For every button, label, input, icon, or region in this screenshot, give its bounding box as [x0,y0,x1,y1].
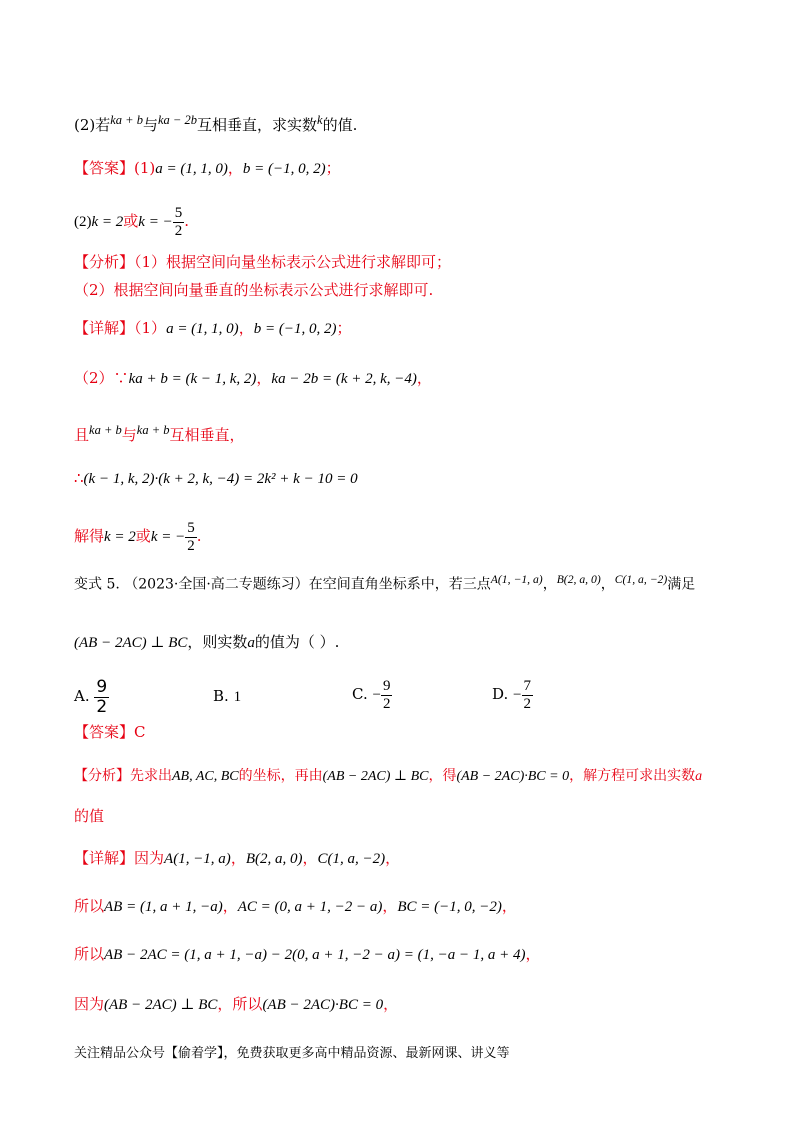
detail-2 [74,368,432,389]
detail5-or: 或 [135,527,151,545]
detail7-end: ， [501,897,517,915]
frac-num: 5 [174,205,183,221]
condition-text: ，则实数 [187,633,248,651]
detail7-ac: AC = (0, a + 1, −2 − a) [237,899,383,915]
detail9-condition1: (AB − 2AC) ⊥ BC [104,997,218,1013]
detail9-t: 因为 [74,995,105,1013]
detail2-expr2: ka − 2b = (k + 2, k, −4) [271,371,417,387]
detail1-end: ； [336,319,352,337]
answer1-vector-b: b = (−1, 0, 2) [242,161,326,177]
detail5-k1: k = 2 [104,529,136,545]
detail-1 [74,318,351,339]
option-a[interactable] [74,678,109,716]
detail5-k2: k = − [150,529,186,545]
option-b[interactable] [213,686,241,707]
q2-expr2: ka − 2b [158,113,197,127]
detail6-end: ， [385,849,401,867]
detail6-sep-1: ， [230,849,246,867]
frac-den: 2 [174,222,183,239]
frac-den: 2 [187,537,195,554]
analysis3b-text: 的值 [74,807,105,825]
detail9-end: ， [383,995,399,1013]
analysis-2 [74,280,433,300]
option-d-fraction [522,678,534,712]
detail7-ab: AB = (1, a + 1, −a) [104,899,223,915]
answer2-num: (2) [74,214,92,230]
detail7-sep-1: ， [222,897,238,915]
analysis-1 [74,252,451,272]
answer1-num: (1) [134,159,156,177]
q2-prefix: (2)若 [74,116,111,134]
frac-num: 9 [96,677,108,697]
detail6-point-b: B(2, a, 0) [245,851,303,867]
point-a: A(1, −1, a) [490,573,543,586]
variant-sep-2: ， [600,576,615,593]
detail5-solve: 解得 [74,527,105,545]
answer2-k2: k = − [138,214,173,230]
variant-end: 满足 [667,576,696,593]
detail3-end: 互相垂直， [169,426,245,444]
variant-5-condition [74,632,339,653]
q2-suffix: 互相垂直，求实数 [196,116,317,134]
variant-label: 变式 5. [74,576,120,593]
option-b-label: B. [213,687,229,705]
condition-expr: (AB − 2AC) ⊥ BC [74,635,188,651]
detail8-end: ， [525,945,541,963]
detail7-bc: BC = (−1, 0, −2) [397,899,502,915]
frac-den: 2 [96,696,108,717]
detail1-vector-a: a = (1, 1, 0) [166,321,239,337]
detail6-sep-2: ， [302,849,318,867]
detail2-num: （2） [74,369,114,387]
detail6-t: 因为 [134,849,165,867]
detail1-sep: ， [238,319,254,337]
frac-den: 2 [523,695,532,712]
answer-3 [74,722,146,742]
detail9-condition2: (AB − 2AC)·BC = 0 [262,997,384,1013]
option-d-label: D. [492,685,509,703]
detail2-end: ， [416,369,432,387]
answer2-k1: k = 2 [91,214,124,230]
detail-3 [74,420,245,445]
point-b: B(2, a, 0) [556,573,601,586]
answer-1 [74,158,341,179]
variant-source: （2023·全国·高二专题练习）在空间直角坐标系中，若三点 [124,576,491,593]
detail8-equation: AB − 2AC = (1, a + 1, −a) − 2(0, a + 1, −2 − a) = (1, −a − 1, a + 4) [104,947,526,963]
analysis3-a: a [695,769,703,784]
detail6-point-c: C(1, a, −2) [317,851,386,867]
analysis3-t1: 先求出 [130,768,172,784]
frac-num: 7 [523,678,532,694]
detail9-sep: ， [217,995,233,1013]
detail9-t2: 所以 [232,995,263,1013]
detail6-tag: 【详解】 [74,849,135,867]
detail1-num: （1） [134,319,167,337]
answer-tag: 【答案】 [74,159,135,177]
analysis3-vectors: AB, AC, BC [172,769,239,784]
analysis1-text: （1）根据空间向量坐标表示公式进行求解即可； [134,253,452,271]
detail3-expr2: ka + b [136,423,170,437]
detail7-t: 所以 [74,897,105,915]
variant-5-question [74,570,695,595]
detail-5 [74,520,202,554]
answer3-tag: 【答案】 [74,723,135,741]
answer2-or: 或 [123,212,139,230]
q2-k: k [317,113,323,127]
detail4-equation: (k − 1, k, 2)·(k + 2, k, −4) = 2k² + k − 10 = 0 [83,471,358,487]
answer3-value: C [134,723,146,741]
analysis2-text: （2）根据空间向量垂直的坐标表示公式进行求解即可. [74,281,434,299]
analysis3-t2: 的坐标，再由 [238,768,323,784]
detail7-sep-2: ， [382,897,398,915]
detail5-fraction [185,520,197,554]
because-symbol: ∵ [113,369,129,387]
analysis3-tag: 【分析】 [74,768,130,784]
detail8-t: 所以 [74,945,105,963]
detail1-vector-b: b = (−1, 0, 2) [253,321,337,337]
analysis-tag: 【分析】 [74,253,135,271]
options-row [74,678,734,718]
footer-promo: 关注精品公众号【偷着学】，免费获取更多高中精品资源、最新网课、讲义等 [74,1046,510,1061]
analysis3-condition2: (AB − 2AC)·BC = 0 [456,769,570,784]
detail-4 [74,468,358,489]
analysis3-condition1: (AB − 2AC) ⊥ BC [322,769,429,784]
answer1-end: ； [325,159,341,177]
condition-end: 的值为（ ）. [254,633,340,651]
frac-num: 5 [187,520,195,536]
option-b-value: 1 [233,689,242,705]
analysis3-t4: ，解方程可求出实数 [569,768,696,784]
detail5-end: . [196,527,202,545]
detail3-and: 且 [74,426,90,444]
analysis3-t3: ，得 [428,768,457,784]
option-d[interactable] [492,678,533,712]
answer-2 [74,205,189,239]
option-c-label: C. [352,685,368,703]
answer2-end: . [184,212,189,230]
detail-8 [74,944,540,965]
question-2 [74,110,357,135]
therefore-symbol: ∴ [74,469,84,487]
point-c: C(1, a, −2) [614,573,668,586]
analysis-3b [74,806,104,826]
condition-a: a [247,635,255,651]
q2-end: 的值. [322,116,358,134]
option-c[interactable] [352,678,392,712]
detail2-sep: ， [256,369,272,387]
detail6-point-a: A(1, −1, a) [164,851,231,867]
option-a-label: A. [74,687,90,706]
option-d-neg: − [513,687,522,703]
answer2-fraction [173,205,185,239]
q2-expr1: ka + b [110,113,143,127]
frac-den: 2 [382,695,391,712]
answer1-sep: ， [227,159,243,177]
detail-7 [74,896,517,917]
detail3-mid: 与 [121,426,137,444]
detail-9 [74,994,398,1015]
variant-sep-1: ， [542,576,557,593]
answer1-vector-a: a = (1, 1, 0) [155,161,228,177]
detail3-expr1: ka + b [89,423,122,437]
detail-tag: 【详解】 [74,319,135,337]
option-c-fraction [381,678,393,712]
option-c-neg: − [372,687,381,703]
option-a-fraction [94,678,109,716]
analysis-3 [74,766,702,787]
detail-6 [74,848,400,869]
q2-mid: 与 [142,116,158,134]
detail2-expr1: ka + b = (k − 1, k, 2) [128,371,257,387]
frac-num: 9 [382,678,391,694]
